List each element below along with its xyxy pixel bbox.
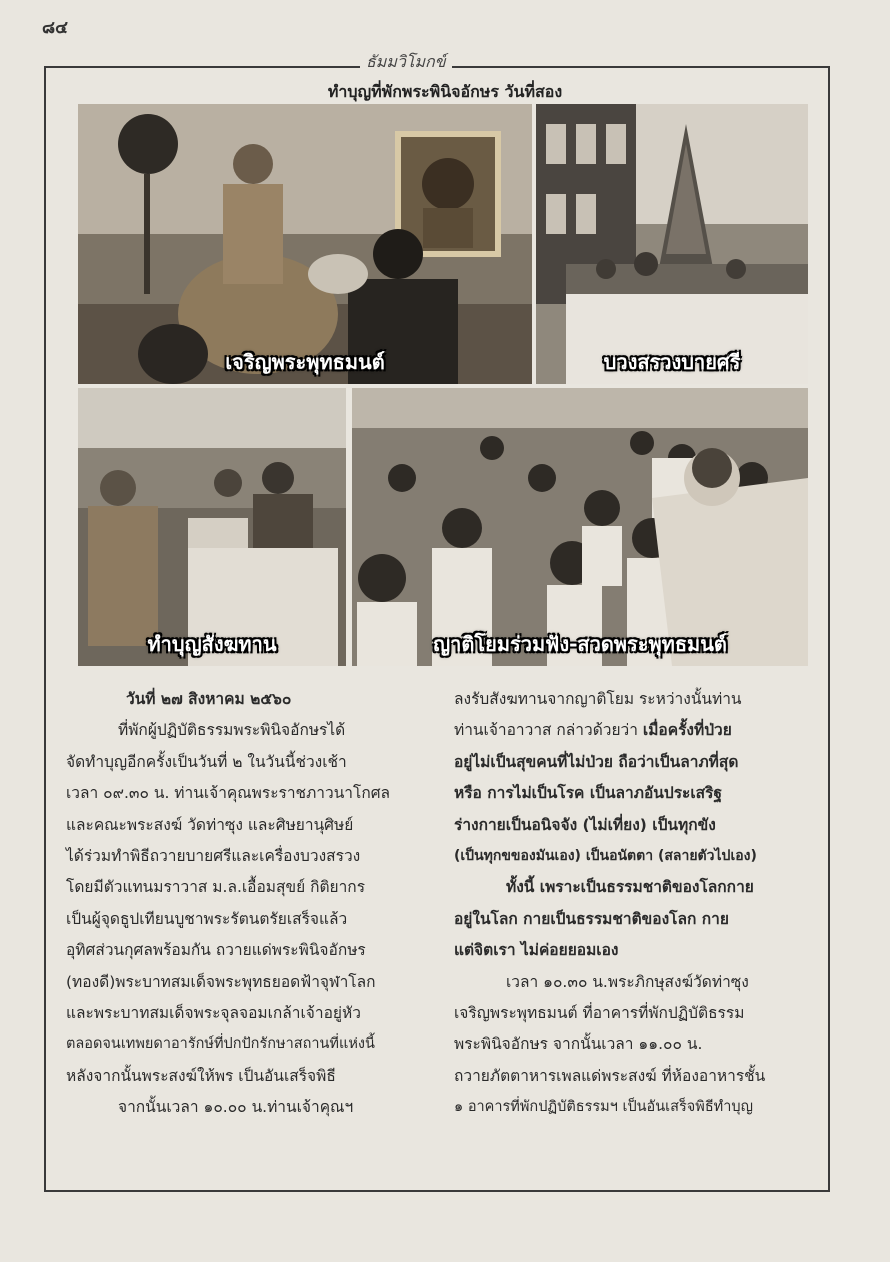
photo-congregation	[352, 388, 808, 666]
photo-caption: ญาติโยมร่วมฟัง-สวดพระพุทธมนต์	[433, 632, 727, 656]
section-title: ทำบุญที่พักพระพินิจอักษร วันที่สอง	[327, 82, 563, 101]
body-line: (ทองดี)พระบาทสมเด็จพระพุทธยอดฟ้าจุฬาโลก	[66, 972, 376, 991]
body-line: ที่พักผู้ปฏิบัติธรรมพระพินิจอักษรได้	[118, 721, 346, 740]
photo-caption: ทำบุญสังฆทาน	[147, 632, 277, 656]
photo-offerings-image	[536, 104, 808, 384]
body-line	[454, 715, 814, 746]
body-line: เจริญพระพุทธมนต์ ที่อาคารที่พักปฏิบัติธรรม	[454, 1004, 745, 1023]
body-line: ทั้งนี้ เพราะเป็นธรรมชาติของโลกกาย	[506, 878, 754, 897]
body-line: หรือ การไม่เป็นโรค เป็นลาภอันประเสริฐ	[454, 784, 723, 803]
body-line: หลังจากนั้นพระสงฆ์ให้พร เป็นอันเสร็จพิธี	[66, 1066, 336, 1085]
left-column	[66, 684, 438, 1124]
body-line: แต่จิตเรา ไม่ค่อยยอมเอง	[454, 941, 619, 960]
photo-chanting-image	[78, 104, 532, 384]
body-line: เวลา ๑๐.๓๐ น.พระภิกษุสงฆ์วัดท่าซุง	[506, 972, 749, 991]
photo-offerings	[536, 104, 808, 384]
body-text: ท่านเจ้าอาวาส กล่าวด้วยว่า	[454, 721, 638, 740]
body-line: อยู่ในโลก กายเป็นธรรมชาติของโลก กาย	[454, 909, 729, 928]
body-line: พระพินิจอักษร จากนั้นเวลา ๑๑.๐๐ น.	[454, 1035, 703, 1054]
body-line: อยู่ไม่เป็นสุขคนที่ไม่ป่วย ถือว่าเป็นลาภที่สุด	[454, 752, 739, 771]
body-line: และคณะพระสงฆ์ วัดท่าซุง และศิษยานุศิษย์	[66, 815, 354, 834]
body-line: ลงรับสังฆทานจากญาติโยม ระหว่างนั้นท่าน	[454, 690, 742, 708]
photo-sangkhathan	[78, 388, 346, 666]
magazine-title: ธัมมวิโมกข์	[360, 50, 452, 75]
body-line: อุทิศส่วนกุศลพร้อมกัน ถวายแด่พระพินิจอักษร	[66, 941, 366, 960]
body-line: โดยมีตัวแทนมราวาส ม.ล.เอื้อมสุขย์ กิติยากร	[66, 878, 366, 897]
photo-caption: บวงสรวงบายศรี	[603, 350, 741, 374]
body-line: ถวายภัตตาหารเพลแด่พระสงฆ์ ที่ห้องอาหารชั้น	[454, 1066, 766, 1085]
date-heading: วันที่ ๒๗ สิงหาคม ๒๕๖๐	[126, 690, 292, 708]
body-line: ตลอดจนเทพยดาอารักษ์ที่ปกปักรักษาสถานที่แห่งนี้	[66, 1036, 375, 1053]
body-line: จากนั้นเวลา ๑๐.๐๐ น.ท่านเจ้าคุณฯ	[118, 1098, 354, 1117]
body-line: เวลา ๐๙.๓๐ น. ท่านเจ้าคุณพระราชภาวนาโกศล	[66, 784, 391, 803]
right-column	[454, 684, 814, 1124]
body-line: (เป็นทุกขของมันเอง) เป็นอนัตตา (สลายตัวไปเอง)	[454, 848, 757, 865]
body-line: ร่างกายเป็นอนิจจัง (ไม่เที่ยง) เป็นทุกขัง	[454, 815, 716, 834]
body-line: เป็นผู้จุดธูปเทียนบูชาพระรัตนตรัยเสร็จแล้ว	[66, 909, 348, 928]
body-line: ได้ร่วมทำพิธีถวายบายศรีและเครื่องบวงสรวง	[66, 847, 361, 866]
photo-congregation-image	[352, 388, 808, 666]
body-text-bold: เมื่อครั้งที่ป่วย	[642, 721, 732, 740]
photo-chanting	[78, 104, 532, 384]
body-line: ๑ อาคารที่พักปฏิบัติธรรมฯ เป็นอันเสร็จพิธีทำบุญ	[454, 1099, 753, 1116]
photo-caption: เจริญพระพุทธมนต์	[225, 350, 385, 374]
photo-sangkhathan-image	[78, 388, 346, 666]
page-number: ๘๔	[42, 18, 68, 38]
body-line: จัดทำบุญอีกครั้งเป็นวันที่ ๒ ในวันนี้ช่วงเช้า	[66, 752, 347, 771]
body-line: และพระบาทสมเด็จพระจุลจอมเกล้าเจ้าอยู่หัว	[66, 1004, 361, 1023]
